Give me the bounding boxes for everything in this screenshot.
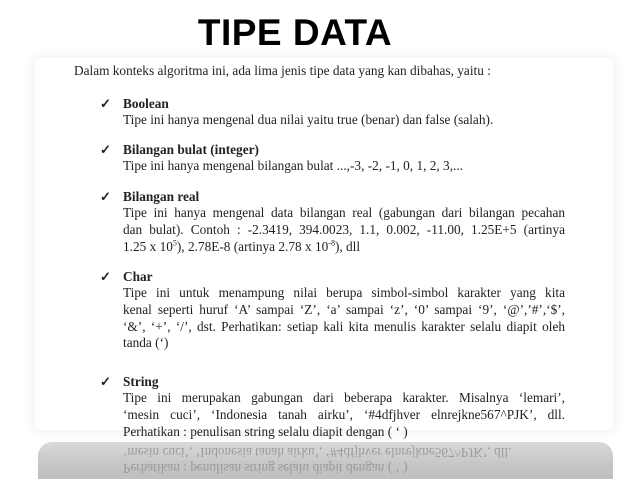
- item-text: ‘&’, ‘+’, ‘/’, dst. Perhatikan: setiap kali kita menulis karakter selalu diapit oleh: [123, 318, 565, 334]
- item-text: ‘mesin cuci’, ‘Indonesia tanah airku’, ‘#4dfjhver elnrejkne567^PJK’, dll.: [123, 406, 565, 422]
- reflection-text: [123, 444, 511, 476]
- item-title: String: [123, 374, 159, 389]
- item-text-line: [123, 239, 565, 256]
- item-text: dan bulat). Contoh : -2.3419, 394.0023, 1.1, 0.002, -11.00, 1.25E+5 (artinya: [123, 221, 565, 237]
- intro-text: Dalam konteks algoritma ini, ada lima jenis tipe data yang kan dibahas, yaitu :: [74, 63, 491, 78]
- item-text: Tipe ini hanya mengenal data bilangan real (gabungan dari bilangan pecahan: [123, 205, 565, 220]
- item-text: Tipe ini merupakan gabungan dari beberapa karakter. Misalnya ‘lemari’,: [123, 390, 565, 405]
- reflection: [38, 442, 613, 479]
- item-text: Perhatikan : penulisan string selalu diapit dengan ( ‘ ): [123, 423, 408, 439]
- item-title: Char: [123, 269, 153, 284]
- item-text: ), 2.78E-8 (artinya 2.78 x 10: [176, 238, 329, 254]
- list-item-boolean: [100, 96, 565, 129]
- list-item-real: [100, 189, 565, 255]
- superscript: -8: [328, 238, 335, 248]
- item-title: Bilangan bulat (integer): [123, 142, 259, 157]
- reflection-line: Perhatikan : penulisan string selalu diapit dengan ( ‘ ): [123, 461, 408, 476]
- list-item-char: [100, 269, 565, 352]
- check-icon: ✓: [100, 142, 111, 157]
- list-item-string: [100, 374, 565, 440]
- list-item-integer: [100, 142, 565, 175]
- item-text: tanda (‘): [123, 335, 169, 351]
- check-icon: ✓: [100, 374, 111, 389]
- item-title: Boolean: [123, 96, 169, 111]
- item-text: kenal seperti huruf ‘A’ sampai ‘Z’, ‘a’ sampai ‘z’, ‘0’ sampai ‘9’, ‘@’,’#’,‘$’,: [123, 301, 565, 317]
- item-text: 1.25 x 10: [123, 238, 173, 254]
- superscript: 5: [172, 238, 177, 248]
- item-text: Tipe ini untuk menampung nilai berupa simbol-simbol karakter yang kita: [123, 285, 565, 300]
- slide-title: TIPE DATA: [197, 12, 393, 53]
- check-icon: ✓: [100, 96, 111, 111]
- check-icon: ✓: [100, 269, 111, 284]
- item-title: Bilangan real: [123, 189, 200, 204]
- item-text: ), dll: [334, 238, 361, 254]
- item-text: Tipe ini hanya mengenal bilangan bulat ...,-3, -2, -1, 0, 1, 2, 3,...: [123, 158, 463, 173]
- reflection-line: ‘mesin cuci’, ‘Indonesia tanah airku’, ‘#4dfjhver elnrejkne567^PJK’, dll.: [123, 445, 512, 460]
- check-icon: ✓: [100, 189, 111, 204]
- item-text: Tipe ini hanya mengenal dua nilai yaitu true (benar) dan false (salah).: [123, 112, 494, 127]
